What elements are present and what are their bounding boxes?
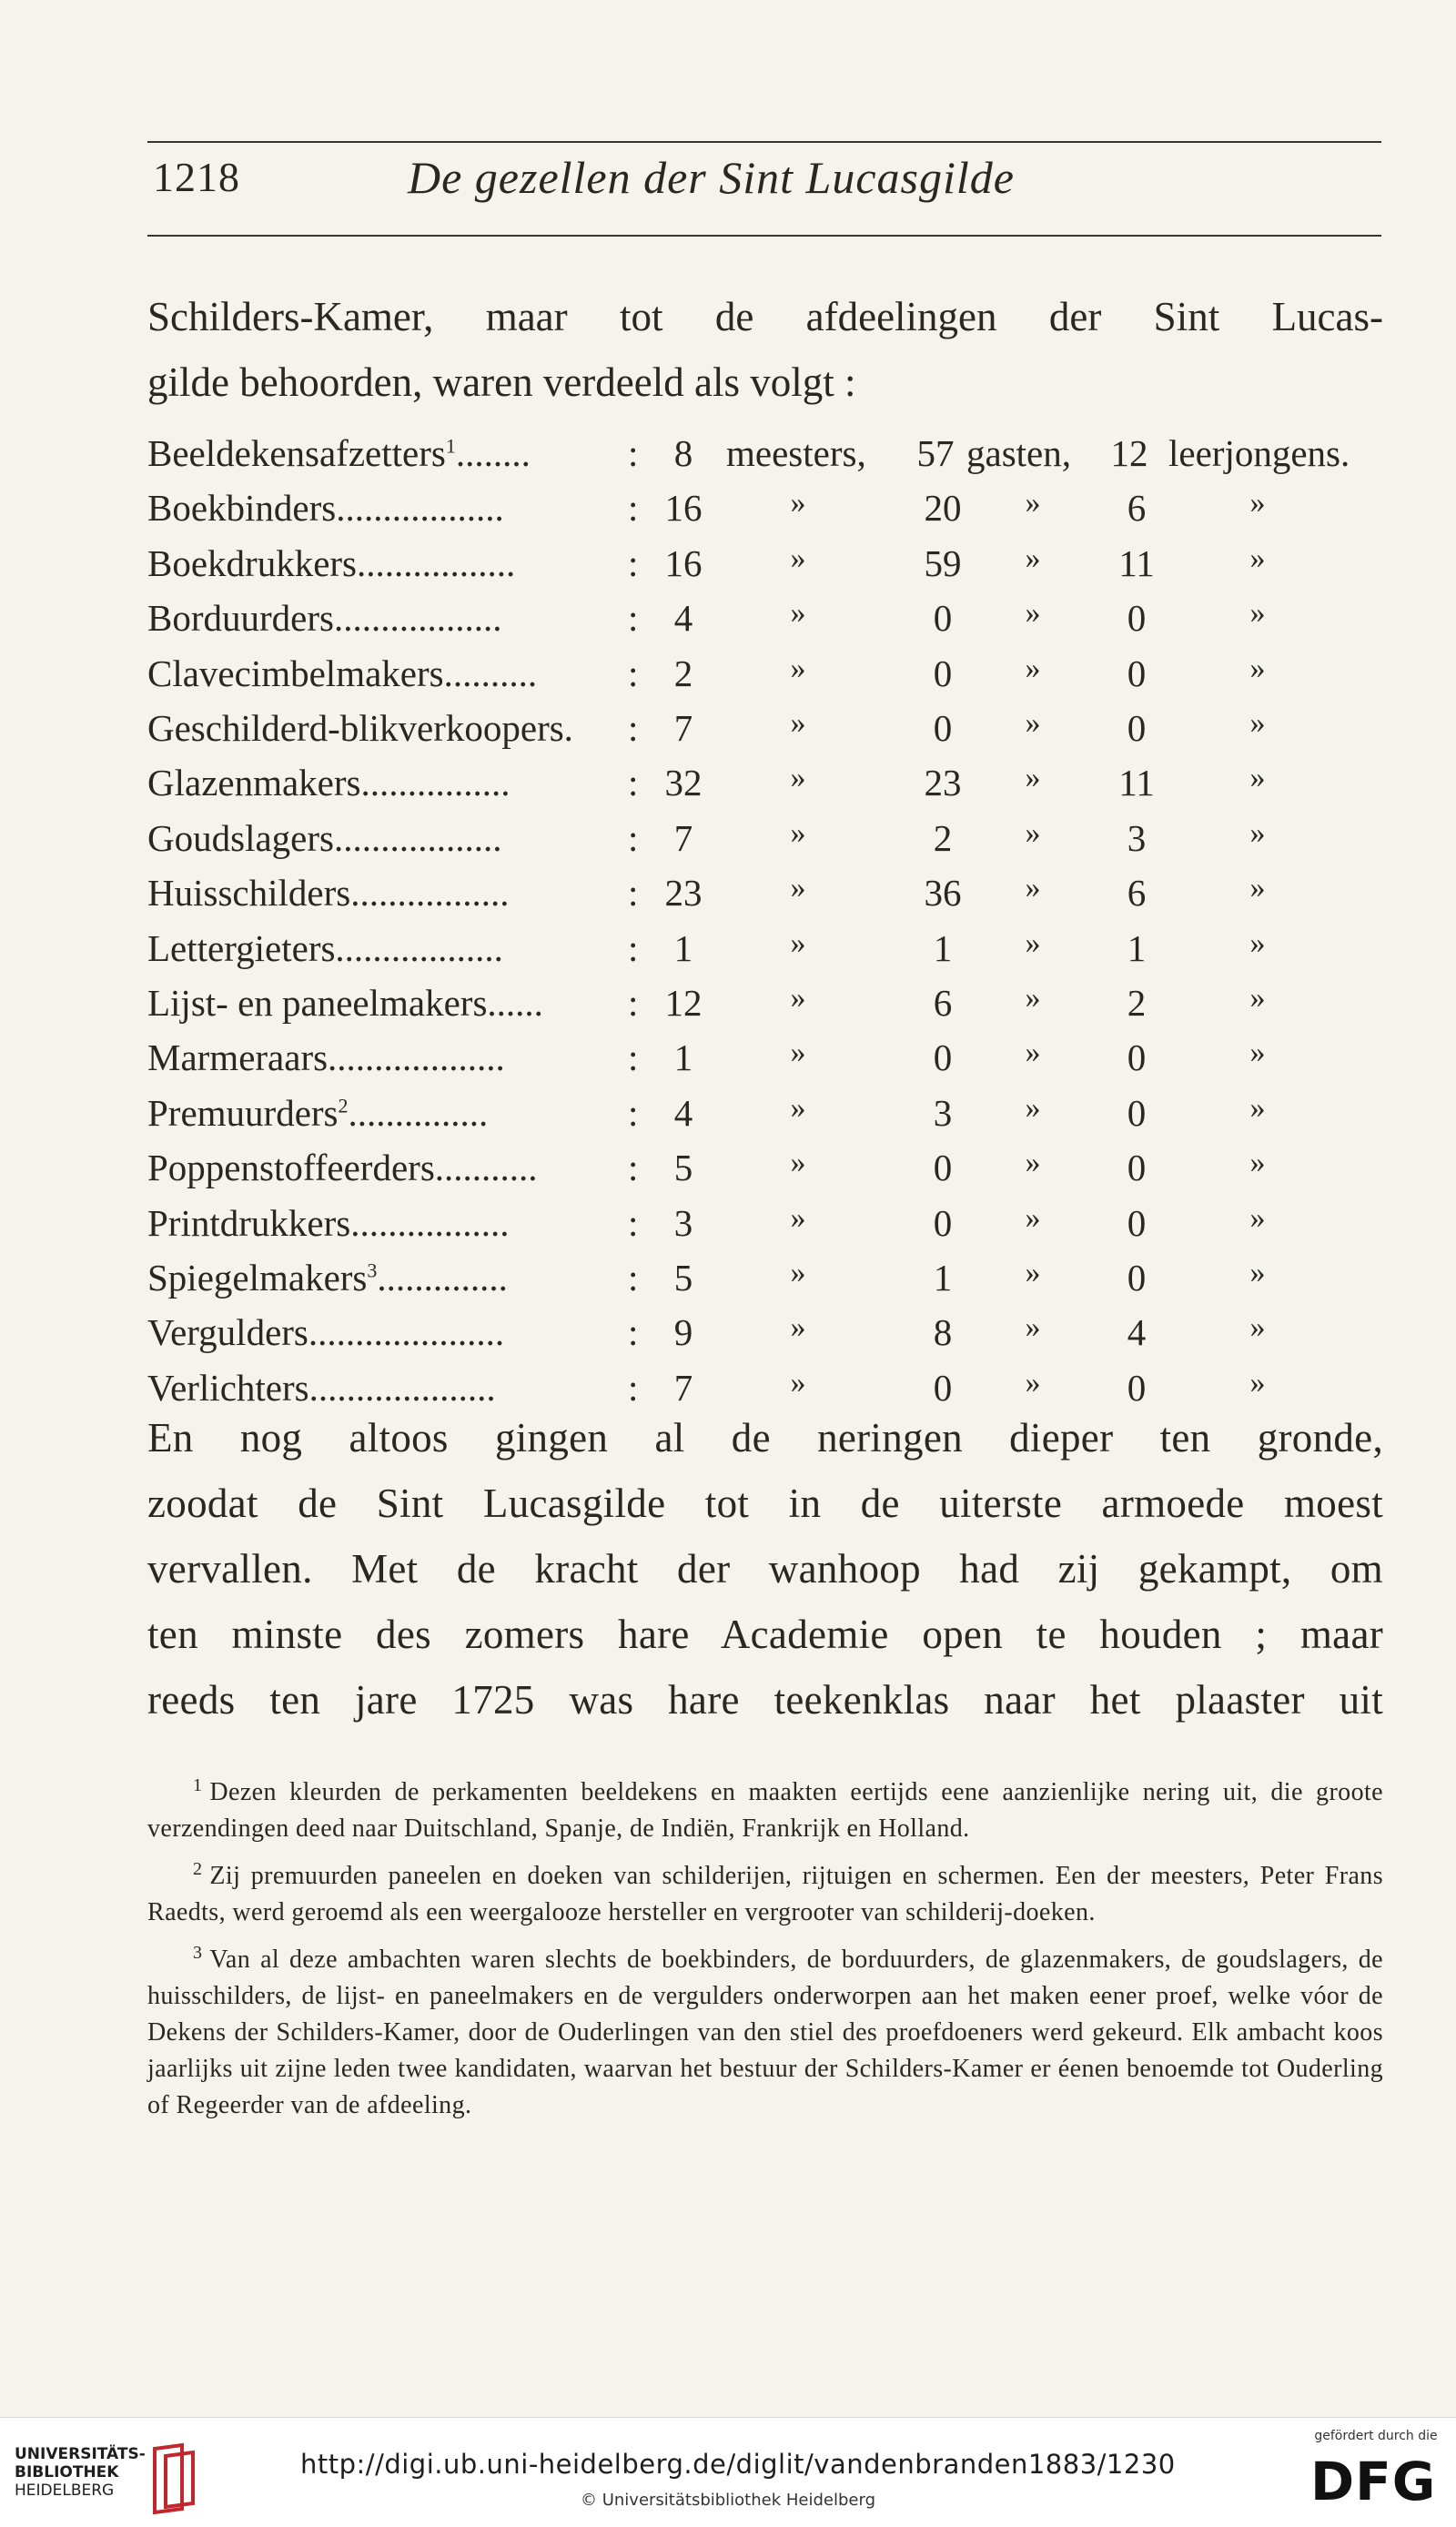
masters-label: meesters, — [726, 432, 866, 474]
journeymen-count: 0 — [933, 1201, 953, 1244]
ditto-mark: » — [1249, 706, 1266, 740]
journeymen-count: 0 — [933, 1147, 953, 1189]
ditto-mark: » — [1025, 981, 1041, 1015]
ditto-mark: » — [1025, 596, 1041, 631]
ditto-mark: » — [1025, 651, 1041, 685]
colon: : — [628, 762, 639, 804]
colon: : — [628, 487, 639, 530]
footnote-text: Van al deze ambachten waren slechts de boekbinders, de borduurders, de glazenmakers, de goudslagers, de huisschilders, de lijst- en paneelmakers en de vergulders onderworpen aan het maken eener proef, welke vóor de Dekens der Schilders-Kamer, door de Ouderlingen van den stiel des proefdoeners werd gekeurd. Elk ambacht koos jaarlijks uit zijne leden twee kandidaten, waarvan het bestuur der Schilders-Kamer er éenen benoemde tot Ouderling of Regeerder van de afdeeling. — [147, 1946, 1383, 2119]
ditto-mark: » — [1025, 706, 1041, 740]
ditto-mark: » — [1025, 1146, 1041, 1180]
apprentices-count: 4 — [1127, 1311, 1147, 1354]
colon: : — [628, 816, 639, 859]
table-row — [147, 871, 1385, 925]
table-row — [147, 706, 1385, 761]
ditto-mark: » — [1249, 1146, 1266, 1180]
masters-count: 4 — [673, 597, 693, 640]
masters-count: 1 — [673, 1036, 693, 1079]
ditto-mark: » — [790, 1200, 806, 1235]
apprentices-count: 0 — [1127, 1366, 1147, 1409]
apprentices-count: 2 — [1127, 982, 1147, 1024]
masters-count: 5 — [673, 1147, 693, 1189]
table-row — [147, 816, 1385, 871]
trade-name: Verlichters.................... — [147, 1366, 496, 1409]
ditto-mark: » — [1249, 925, 1266, 960]
ditto-mark: » — [1025, 815, 1041, 850]
ditto-mark: » — [790, 1036, 806, 1070]
running-title: De gezellen der Sint Lucasgilde — [408, 152, 1015, 203]
header-rule-bottom — [147, 235, 1381, 237]
masters-count: 7 — [673, 1366, 693, 1409]
trade-name: Glazenmakers................ — [147, 762, 511, 804]
ditto-mark: » — [790, 1146, 806, 1180]
table-row — [147, 1091, 1385, 1146]
apprentices-label: leerjongens. — [1168, 432, 1350, 474]
ditto-mark: » — [1249, 1090, 1266, 1125]
colon: : — [628, 432, 639, 474]
footnote — [147, 1942, 1383, 2124]
table-row — [147, 652, 1385, 706]
ditto-mark: » — [1025, 1365, 1041, 1400]
footnote-number: 2 — [193, 1858, 203, 1879]
ditto-mark: » — [1249, 761, 1266, 795]
apprentices-count: 6 — [1127, 487, 1147, 530]
ditto-mark: » — [790, 761, 806, 795]
journeymen-count: 0 — [933, 652, 953, 694]
masters-count: 3 — [673, 1201, 693, 1244]
trade-name: Lijst- en paneelmakers...... — [147, 982, 543, 1024]
header-rule-top — [147, 141, 1381, 143]
intro-line: Schilders-Kamer, maar tot de afdeelingen der Sint Lucas- — [147, 294, 1383, 339]
ditto-mark: » — [1249, 1036, 1266, 1070]
closing-line: zoodat de Sint Lucasgilde tot in de uiterste armoede moest — [147, 1481, 1383, 1526]
masters-count: 4 — [673, 1091, 693, 1134]
apprentices-count: 0 — [1127, 1036, 1147, 1079]
footnote — [147, 1858, 1383, 1931]
trade-name: Vergulders..................... — [147, 1311, 505, 1354]
ditto-mark: » — [1249, 1256, 1266, 1289]
footnote-text: Dezen kleurden de perkamenten beeldekens en maakten eertijds eene aanzienlijke nering uit, die groote verzendingen deed naar Duitschland, Spanje, de Indiën, Frankrijk en Holland. — [147, 1778, 1383, 1843]
trade-name: Printdrukkers................. — [147, 1201, 510, 1244]
table-row — [147, 431, 1385, 486]
ditto-mark: » — [790, 486, 806, 521]
table-row — [147, 1310, 1385, 1365]
trade-name: Spiegelmakers$^3$.............. — [147, 1257, 508, 1299]
masters-count: 16 — [664, 487, 703, 530]
apprentices-count: 0 — [1127, 1257, 1147, 1299]
journeymen-count: 3 — [933, 1091, 953, 1134]
ditto-mark: » — [790, 1365, 806, 1400]
ditto-mark: » — [1025, 1200, 1041, 1235]
ditto-mark: » — [1025, 761, 1041, 795]
footnotes — [147, 1774, 1383, 2135]
colon: : — [628, 872, 639, 915]
closing-line: En nog altoos gingen al de neringen dieper ten gronde, — [147, 1415, 1383, 1461]
journeymen-count: 2 — [933, 816, 953, 859]
apprentices-count: 0 — [1127, 597, 1147, 640]
trade-name: Huisschilders................. — [147, 872, 510, 915]
footnote — [147, 1774, 1383, 1847]
apprentices-count: 11 — [1118, 762, 1155, 804]
colon: : — [628, 707, 639, 749]
colon: : — [628, 1201, 639, 1244]
trade-name: Goudslagers.................. — [147, 816, 502, 859]
ditto-mark: » — [1249, 981, 1266, 1015]
table-row — [147, 596, 1385, 651]
journeymen-count: 1 — [933, 926, 953, 969]
journeymen-count: 20 — [924, 487, 962, 530]
masters-count: 8 — [673, 432, 693, 474]
trade-name: Poppenstoffeerders........... — [147, 1147, 538, 1189]
journeymen-count: 59 — [924, 541, 962, 584]
ditto-mark: » — [1025, 1036, 1041, 1070]
ditto-mark: » — [790, 706, 806, 740]
apprentices-count: 11 — [1118, 541, 1155, 584]
ditto-mark: » — [1249, 1310, 1266, 1345]
journeymen-count: 0 — [933, 1036, 953, 1079]
ditto-mark: » — [1025, 925, 1041, 960]
colon: : — [628, 597, 639, 640]
colon: : — [628, 541, 639, 584]
ditto-mark: » — [1025, 486, 1041, 521]
ditto-mark: » — [1025, 1310, 1041, 1345]
table-row — [147, 1256, 1385, 1310]
trade-name: Beeldekensafzetters$^1$........ — [147, 432, 531, 474]
ditto-mark: » — [1249, 651, 1266, 685]
masters-count: 9 — [673, 1311, 693, 1354]
trade-name: Boekdrukkers................. — [147, 541, 516, 584]
footnote-text: Zij premuurden paneelen en doeken van schilderijen, rijtuigen en schermen. Een der meesters, Peter Frans Raedts, werd geroemd als een weergalooze hersteller en vergrooter van schilderij-doeken. — [147, 1862, 1383, 1926]
trade-name: Geschilderd-blikverkoopers. — [147, 707, 573, 749]
table-row — [147, 1201, 1385, 1256]
ditto-mark: » — [1249, 541, 1266, 575]
masters-count: 16 — [664, 541, 703, 584]
intro-line: gilde behoorden, waren verdeeld als volgt : — [147, 359, 856, 405]
ditto-mark: » — [790, 871, 806, 905]
apprentices-count: 0 — [1127, 707, 1147, 749]
apprentices-count: 0 — [1127, 1147, 1147, 1189]
masters-count: 7 — [673, 707, 693, 749]
masters-count: 7 — [673, 816, 693, 859]
masters-count: 12 — [664, 982, 703, 1024]
table-row — [147, 926, 1385, 981]
copyright: © Universitätsbibliothek Heidelberg — [580, 2491, 875, 2510]
ditto-mark: » — [1025, 871, 1041, 905]
masters-count: 2 — [673, 652, 693, 694]
closing-paragraph — [147, 1405, 1383, 1733]
ditto-mark: » — [1249, 1200, 1266, 1235]
viewer-footer — [0, 2417, 1456, 2527]
journeymen-count: 8 — [933, 1311, 953, 1354]
footnote-number: 3 — [193, 1942, 203, 1963]
closing-line: vervallen. Met de kracht der wanhoop had zij gekampt, om — [147, 1546, 1383, 1592]
footnote-mark: 3 — [367, 1258, 378, 1282]
table-row — [147, 981, 1385, 1036]
trade-name: Borduurders.................. — [147, 597, 502, 640]
ditto-mark: » — [1025, 541, 1041, 575]
trade-name: Lettergieters.................. — [147, 926, 503, 969]
library-name: UNIVERSITÄTS- BIBLIOTHEK HEIDELBERG — [15, 2445, 146, 2500]
ditto-mark: » — [1249, 486, 1266, 521]
journeymen-label: gasten, — [966, 432, 1071, 474]
apprentices-count: 0 — [1127, 1201, 1147, 1244]
journeymen-count: 6 — [933, 982, 953, 1024]
ditto-mark: » — [790, 1090, 806, 1125]
table-row — [147, 1036, 1385, 1090]
masters-count: 5 — [673, 1257, 693, 1299]
trade-name: Marmeraars................... — [147, 1036, 505, 1079]
colon: : — [628, 652, 639, 694]
ditto-mark: » — [1249, 871, 1266, 905]
apprentices-count: 0 — [1127, 652, 1147, 694]
ditto-mark: » — [790, 815, 806, 850]
closing-line: ten minste des zomers hare Academie open te houden ; maar — [147, 1612, 1383, 1657]
table-row — [147, 761, 1385, 815]
ditto-mark: » — [790, 1310, 806, 1345]
ditto-mark: » — [1249, 596, 1266, 631]
table-row — [147, 541, 1385, 596]
apprentices-count: 1 — [1127, 926, 1147, 969]
apprentices-count: 6 — [1127, 872, 1147, 915]
closing-line: reeds ten jare 1725 was hare teekenklas naar het plaaster uit — [147, 1677, 1383, 1723]
funding-note: gefördert durch die — [1314, 2429, 1438, 2443]
colon: : — [628, 1147, 639, 1189]
colon: : — [628, 982, 639, 1024]
intro-paragraph — [147, 284, 1383, 415]
journeymen-count: 0 — [933, 707, 953, 749]
dfg-logo: DFG — [1310, 2451, 1437, 2512]
ditto-mark: » — [1249, 1365, 1266, 1400]
footnote-mark: 1 — [445, 434, 456, 458]
trade-name: Clavecimbelmakers.......... — [147, 652, 538, 694]
masters-count: 32 — [664, 762, 703, 804]
journeymen-count: 0 — [933, 597, 953, 640]
page-number: 1218 — [153, 154, 240, 200]
journeymen-count: 1 — [933, 1257, 953, 1299]
apprentices-count: 3 — [1127, 816, 1147, 859]
ditto-mark: » — [790, 1256, 806, 1289]
colon: : — [628, 1311, 639, 1354]
table-row — [147, 486, 1385, 541]
colon: : — [628, 1257, 639, 1299]
footnote-number: 1 — [193, 1774, 203, 1795]
ditto-mark: » — [790, 596, 806, 631]
colon: : — [628, 1091, 639, 1134]
colon: : — [628, 926, 639, 969]
permalink-url[interactable]: http://digi.ub.uni-heidelberg.de/diglit/vandenbranden1883/1230 — [300, 2449, 1176, 2480]
masters-count: 1 — [673, 926, 693, 969]
journeymen-count: 0 — [933, 1366, 953, 1409]
apprentices-count: 12 — [1110, 432, 1148, 474]
masters-count: 23 — [664, 872, 703, 915]
ditto-mark: » — [1025, 1256, 1041, 1289]
ditto-mark: » — [790, 541, 806, 575]
footnote-mark: 2 — [338, 1094, 349, 1117]
colon: : — [628, 1036, 639, 1079]
ditto-mark: » — [790, 651, 806, 685]
journeymen-count: 23 — [924, 762, 962, 804]
journeymen-count: 57 — [916, 432, 955, 474]
colon: : — [628, 1366, 639, 1409]
ditto-mark: » — [1025, 1090, 1041, 1125]
table-row — [147, 1146, 1385, 1200]
ditto-mark: » — [1249, 815, 1266, 850]
trade-name: Premuurders$^2$............... — [147, 1091, 489, 1134]
ditto-mark: » — [790, 925, 806, 960]
apprentices-count: 0 — [1127, 1091, 1147, 1134]
ditto-mark: » — [790, 981, 806, 1015]
journeymen-count: 36 — [924, 872, 962, 915]
trade-name: Boekbinders.................. — [147, 487, 504, 530]
